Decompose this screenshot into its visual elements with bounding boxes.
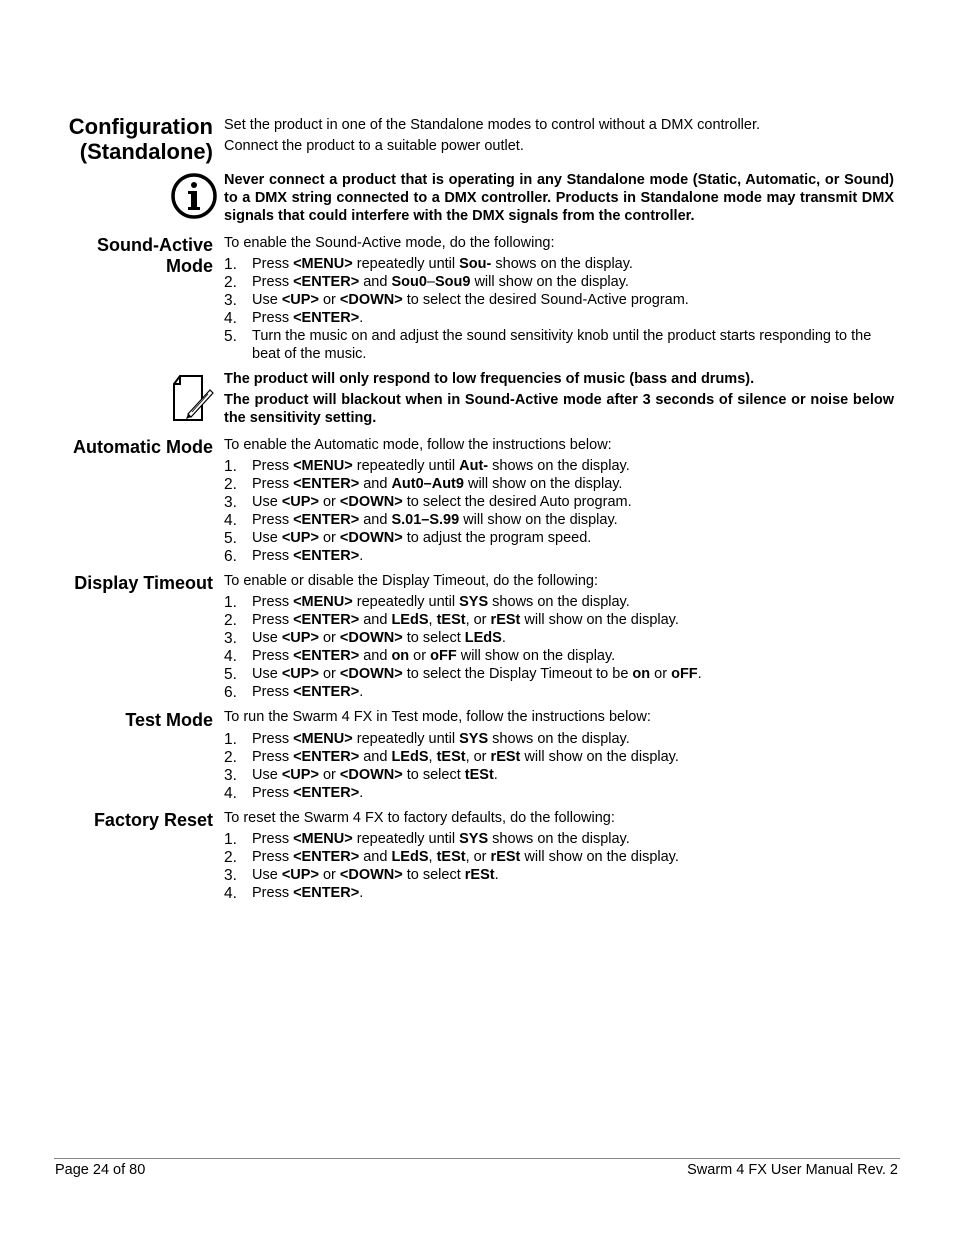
step-number: 1.	[224, 458, 237, 475]
step-text: will show on the display.	[456, 648, 616, 664]
step-text: Press	[252, 684, 294, 700]
step-item	[224, 647, 894, 665]
step-text: Press	[252, 458, 294, 474]
step-item	[224, 291, 894, 309]
step-number: 5.	[224, 666, 237, 683]
step-text: , or	[465, 749, 491, 765]
step-item	[224, 665, 894, 683]
step-text: Press	[252, 310, 294, 326]
step-text: and	[359, 512, 392, 528]
step-number: 4.	[224, 785, 237, 802]
footer-manual-title: Swarm 4 FX User Manual Rev. 2	[687, 1162, 898, 1178]
step-keyword: <UP>	[281, 292, 319, 308]
step-keyword: <UP>	[281, 666, 319, 682]
step-number: 1.	[224, 731, 237, 748]
step-keyword: <ENTER>	[293, 548, 360, 564]
intro-paragraph: To run the Swarm 4 FX in Test mode, follow the instructions below:	[224, 709, 651, 725]
step-keyword: SYS	[459, 594, 489, 610]
step-number: 1.	[224, 256, 237, 273]
step-text: Use	[252, 767, 282, 783]
step-item	[224, 475, 894, 493]
step-item	[224, 784, 894, 802]
step-keyword: <ENTER>	[293, 476, 360, 492]
step-text: and	[359, 476, 392, 492]
step-text: .	[359, 310, 364, 326]
step-text: repeatedly until	[352, 731, 460, 747]
step-keyword: <DOWN>	[339, 530, 403, 546]
step-text: .	[359, 548, 364, 564]
step-text: will show on the display.	[463, 476, 623, 492]
step-text: .	[494, 867, 499, 883]
step-keyword: rESt	[490, 849, 521, 865]
step-keyword: <ENTER>	[293, 310, 360, 326]
step-text: and	[359, 274, 392, 290]
step-text: ,	[428, 612, 437, 628]
step-text: or	[318, 494, 340, 510]
step-keyword: <ENTER>	[293, 648, 360, 664]
step-text: to select	[402, 767, 465, 783]
step-text: repeatedly until	[352, 458, 460, 474]
step-number: 5.	[224, 530, 237, 547]
heading-line: Mode	[166, 256, 213, 276]
step-number: 2.	[224, 274, 237, 291]
step-text: and	[359, 612, 392, 628]
step-number: 3.	[224, 630, 237, 647]
step-item	[224, 748, 894, 766]
step-keyword: Sou0	[391, 274, 427, 290]
step-keyword: LEdS	[391, 749, 429, 765]
step-text: or	[318, 767, 340, 783]
step-text: to select	[402, 630, 465, 646]
step-keyword: S.01–S.99	[391, 512, 460, 528]
step-number: 5.	[224, 328, 237, 345]
steps-list	[224, 457, 894, 565]
step-text: and	[359, 749, 392, 765]
step-keyword: <ENTER>	[293, 785, 360, 801]
step-text: .	[501, 630, 506, 646]
step-text: or	[409, 648, 431, 664]
steps-list	[224, 730, 894, 802]
step-keyword: rESt	[490, 612, 521, 628]
step-text: shows on the display.	[488, 594, 630, 610]
step-keyword: <DOWN>	[339, 666, 403, 682]
step-keyword: <DOWN>	[339, 630, 403, 646]
step-text: shows on the display.	[488, 831, 630, 847]
step-text: will show on the display.	[520, 849, 679, 865]
step-keyword: <DOWN>	[339, 292, 403, 308]
step-text: Press	[252, 648, 294, 664]
step-keyword: <DOWN>	[339, 867, 403, 883]
section-heading-configuration	[69, 114, 213, 164]
step-text: Use	[252, 292, 282, 308]
step-text: to select	[402, 867, 465, 883]
step-item	[224, 511, 894, 529]
step-keyword: <ENTER>	[293, 885, 360, 901]
steps-list	[224, 830, 894, 902]
step-item	[224, 730, 894, 748]
step-keyword: <ENTER>	[293, 274, 360, 290]
step-keyword: LEdS	[391, 849, 429, 865]
step-text: .	[493, 767, 498, 783]
step-text: Press	[252, 256, 294, 272]
step-text: , or	[465, 849, 491, 865]
step-text: will show on the display.	[520, 749, 679, 765]
step-item	[224, 848, 894, 866]
step-text: Press	[252, 512, 294, 528]
step-text: Press	[252, 831, 294, 847]
step-text: Press	[252, 476, 294, 492]
step-text: .	[359, 785, 364, 801]
heading-line: (Standalone)	[79, 139, 213, 164]
step-text: Use	[252, 530, 282, 546]
step-keyword: <DOWN>	[339, 767, 403, 783]
step-item	[224, 866, 894, 884]
step-keyword: <MENU>	[293, 731, 353, 747]
step-keyword: <UP>	[281, 530, 319, 546]
step-keyword: <UP>	[281, 494, 319, 510]
step-keyword: oFF	[671, 666, 698, 682]
step-keyword: SYS	[459, 831, 489, 847]
step-item	[224, 884, 894, 902]
step-text: Press	[252, 749, 294, 765]
step-item	[224, 593, 894, 611]
steps-list	[224, 593, 894, 701]
step-text: Press	[252, 731, 294, 747]
step-text: Press	[252, 849, 294, 865]
step-keyword: <MENU>	[293, 594, 353, 610]
step-number: 1.	[224, 831, 237, 848]
steps-list	[224, 255, 894, 363]
step-text: to select the Display Timeout to be	[402, 666, 633, 682]
heading-line: Display Timeout	[74, 573, 213, 593]
step-keyword: <ENTER>	[293, 684, 360, 700]
step-keyword: <DOWN>	[339, 494, 403, 510]
step-item	[224, 529, 894, 547]
step-text: to adjust the program speed.	[402, 530, 592, 546]
step-text: repeatedly until	[352, 594, 460, 610]
step-keyword: rESt	[464, 867, 495, 883]
step-text: will show on the display.	[459, 512, 618, 528]
step-number: 2.	[224, 849, 237, 866]
step-text: or	[318, 630, 340, 646]
step-item	[224, 547, 894, 565]
step-text: Press	[252, 594, 294, 610]
step-text: and	[359, 849, 392, 865]
step-item	[224, 309, 894, 327]
info-icon	[170, 172, 218, 225]
step-number: 3.	[224, 292, 237, 309]
step-keyword: <ENTER>	[293, 512, 360, 528]
section-heading-automatic	[73, 437, 213, 458]
step-item	[224, 493, 894, 511]
step-text: .	[359, 885, 364, 901]
step-text: or	[318, 867, 340, 883]
step-text: shows on the display.	[491, 256, 633, 272]
section-heading-sound-active	[97, 235, 213, 277]
note-text: The product will only respond to low frequencies of music (bass and drums).	[224, 371, 755, 387]
section-heading-display-timeout	[74, 573, 213, 594]
step-keyword: LEdS	[464, 630, 502, 646]
step-item	[224, 273, 894, 291]
step-keyword: oFF	[430, 648, 457, 664]
step-number: 2.	[224, 476, 237, 493]
step-item	[224, 766, 894, 784]
step-keyword: on	[632, 666, 651, 682]
step-number: 2.	[224, 749, 237, 766]
step-text: –	[426, 274, 435, 290]
note-text: The product will blackout when in Sound-Active mode after 3 seconds of silence or noise below the sensitivity setting.	[224, 392, 894, 426]
intro-paragraph: To reset the Swarm 4 FX to factory defaults, do the following:	[224, 810, 615, 826]
step-keyword: Aut-	[459, 458, 489, 474]
step-number: 3.	[224, 767, 237, 784]
step-text: or	[318, 292, 340, 308]
step-keyword: SYS	[459, 731, 489, 747]
step-number: 6.	[224, 548, 237, 565]
step-keyword: <MENU>	[293, 458, 353, 474]
step-text: shows on the display.	[488, 458, 630, 474]
step-text: .	[697, 666, 702, 682]
step-text: or	[318, 666, 340, 682]
step-text: repeatedly until	[352, 831, 460, 847]
step-number: 4.	[224, 310, 237, 327]
section-heading-factory-reset	[94, 810, 213, 831]
step-text: shows on the display.	[488, 731, 630, 747]
step-keyword: <ENTER>	[293, 612, 360, 628]
note-icon	[172, 374, 216, 429]
step-number: 2.	[224, 612, 237, 629]
footer-page-number: Page 24 of 80	[55, 1162, 146, 1178]
step-keyword: LEdS	[391, 612, 429, 628]
step-keyword: <ENTER>	[293, 849, 360, 865]
step-number: 3.	[224, 494, 237, 511]
step-keyword: <UP>	[281, 630, 319, 646]
step-number: 3.	[224, 867, 237, 884]
step-item	[224, 457, 894, 475]
step-text: .	[359, 684, 364, 700]
intro-paragraph: Set the product in one of the Standalone modes to control without a DMX controller.	[224, 117, 761, 133]
step-keyword: rESt	[490, 749, 521, 765]
step-text: Turn the music on and adjust the sound sensitivity knob until the product starts responding to the beat of the music.	[252, 328, 872, 362]
heading-line: Sound-Active	[96, 235, 213, 255]
step-keyword: tESt	[436, 849, 466, 865]
step-text: Press	[252, 785, 294, 801]
step-keyword: <UP>	[281, 867, 319, 883]
step-text: or	[318, 530, 340, 546]
intro-paragraph: Connect the product to a suitable power outlet.	[224, 138, 524, 154]
intro-paragraph: To enable the Automatic mode, follow the instructions below:	[224, 437, 612, 453]
step-text: will show on the display.	[520, 612, 679, 628]
step-text: repeatedly until	[352, 256, 460, 272]
step-text: or	[650, 666, 672, 682]
step-item	[224, 327, 894, 363]
step-text: Use	[252, 494, 282, 510]
step-text: Use	[252, 666, 282, 682]
step-text: Use	[252, 867, 282, 883]
step-keyword: <UP>	[281, 767, 319, 783]
step-text: Press	[252, 612, 294, 628]
step-text: ,	[428, 849, 437, 865]
step-item	[224, 830, 894, 848]
step-keyword: Sou9	[434, 274, 471, 290]
step-keyword: <MENU>	[293, 831, 353, 847]
step-number: 1.	[224, 594, 237, 611]
intro-paragraph: To enable the Sound-Active mode, do the following:	[224, 235, 555, 251]
step-item	[224, 629, 894, 647]
heading-line: Configuration	[68, 114, 213, 139]
step-keyword: tESt	[464, 767, 494, 783]
step-text: Press	[252, 885, 294, 901]
heading-line: Test Mode	[125, 710, 213, 730]
step-number: 4.	[224, 885, 237, 902]
step-number: 4.	[224, 648, 237, 665]
section-heading-test-mode	[125, 710, 213, 731]
step-keyword: on	[391, 648, 410, 664]
step-item	[224, 683, 894, 701]
step-number: 6.	[224, 684, 237, 701]
step-keyword: <MENU>	[293, 256, 353, 272]
step-text: to select the desired Auto program.	[402, 494, 632, 510]
step-text: , or	[465, 612, 491, 628]
step-text: ,	[428, 749, 437, 765]
step-keyword: tESt	[436, 612, 466, 628]
heading-line: Automatic Mode	[72, 437, 213, 457]
step-keyword: tESt	[436, 749, 466, 765]
intro-paragraph: To enable or disable the Display Timeout, do the following:	[224, 573, 598, 589]
step-keyword: Aut0–Aut9	[391, 476, 464, 492]
step-number: 4.	[224, 512, 237, 529]
step-text: Use	[252, 630, 282, 646]
step-text: Press	[252, 548, 294, 564]
step-keyword: Sou-	[459, 256, 492, 272]
step-text: and	[359, 648, 392, 664]
heading-line: Factory Reset	[93, 810, 213, 830]
step-text: to select the desired Sound-Active program.	[402, 292, 689, 308]
step-text: Press	[252, 274, 294, 290]
footer-divider	[54, 1158, 900, 1159]
step-item	[224, 611, 894, 629]
step-keyword: <ENTER>	[293, 749, 360, 765]
warning-text: Never connect a product that is operating in any Standalone mode (Static, Automatic, or Sound) to a DMX string connected to a DMX controller. Products in Standalone mode may transmit DMX signals that could interfere with the DMX signals from the controller.	[224, 172, 894, 224]
step-text: will show on the display.	[470, 274, 629, 290]
step-item	[224, 255, 894, 273]
